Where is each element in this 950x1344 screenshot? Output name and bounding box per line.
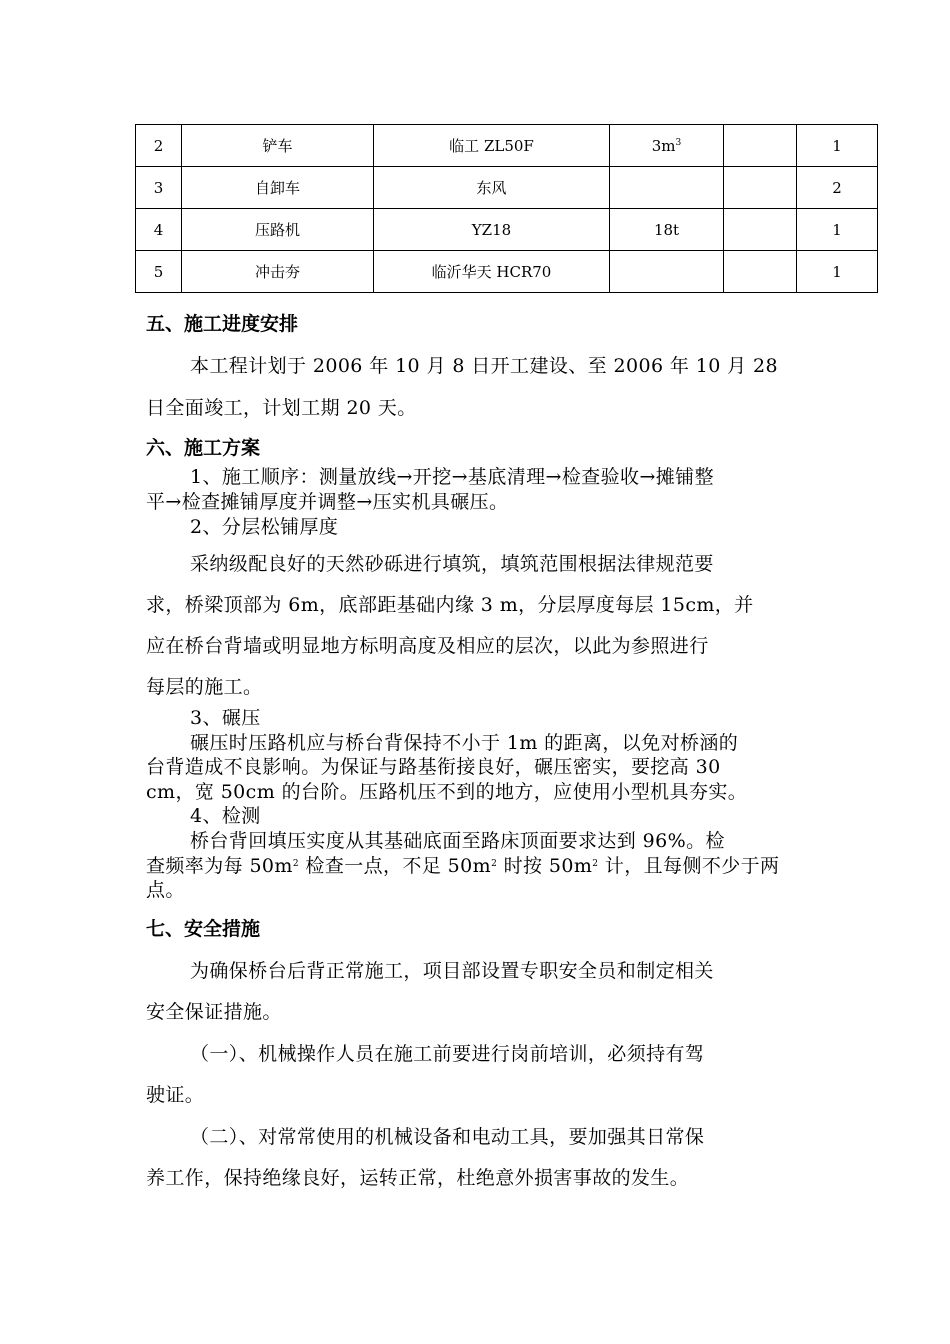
layer-thickness-line: 采纳级配良好的天然砂砾进行填筑，填筑范围根据法律规范要 [190, 553, 714, 575]
section-6-heading: 六、施工方案 [146, 437, 261, 459]
cell-no: 3 [136, 167, 182, 209]
spec-text: 3m [651, 136, 676, 155]
safety-intro-line: 安全保证措施。 [146, 1001, 282, 1023]
construction-order-line: 平→检查摊铺厚度并调整→压实机具碾压。 [146, 491, 509, 513]
inspection-title: 4、检测 [190, 805, 261, 827]
cell-no: 2 [136, 125, 182, 167]
cell-no: 5 [136, 251, 182, 293]
cell-name: 压路机 [182, 209, 374, 251]
cell-spec: 18t [610, 209, 724, 251]
table-row [136, 251, 878, 293]
equipment-table [135, 124, 878, 293]
section-5-line: 本工程计划于 2006 年 10 月 8 日开工建设、至 2006 年 10 月 28 [190, 355, 778, 377]
inspection-text: 检查一点，不足 50m [298, 855, 492, 877]
layer-thickness-line: 每层的施工。 [146, 676, 263, 698]
cell-extra [724, 251, 797, 293]
cell-extra [724, 209, 797, 251]
construction-order-line: 1、施工顺序：测量放线→开挖→基底清理→检查验收→摊铺整 [190, 466, 714, 488]
safety-measure-line: 养工作，保持绝缘良好，运转正常，杜绝意外损害事故的发生。 [146, 1167, 690, 1189]
compaction-line: 碾压时压路机应与桥台背保持不小于 1m 的距离，以免对桥涵的 [190, 732, 739, 754]
compaction-line: 台背造成不良影响。为保证与路基衔接良好，碾压密实，要挖高 30 [146, 756, 721, 778]
cell-name: 冲击夯 [182, 251, 374, 293]
cell-model: YZ18 [374, 209, 610, 251]
cell-qty: 1 [797, 251, 878, 293]
area-superscript: 2 [592, 859, 599, 869]
cell-qty: 1 [797, 209, 878, 251]
safety-measure-line: 驶证。 [146, 1084, 205, 1106]
layer-thickness-line: 应在桥台背墙或明显地方标明高度及相应的层次，以此为参照进行 [146, 635, 709, 657]
layer-thickness-title: 2、分层松铺厚度 [190, 516, 339, 538]
area-superscript: 2 [292, 859, 299, 869]
cell-model: 临沂华天 HCR70 [374, 251, 610, 293]
safety-measure-line: （一）、机械操作人员在施工前要进行岗前培训，必须持有驾 [190, 1043, 705, 1065]
table-row [136, 209, 878, 251]
cell-spec [610, 167, 724, 209]
cell-model: 临工 ZL50F [374, 125, 610, 167]
table-row [136, 125, 878, 167]
cell-spec [610, 251, 724, 293]
area-superscript: 2 [491, 859, 498, 869]
section-7-heading: 七、安全措施 [146, 918, 261, 940]
compaction-line: cm，宽 50cm 的台阶。压路机压不到的地方，应使用小型机具夯实。 [146, 781, 748, 803]
cell-name: 自卸车 [182, 167, 374, 209]
cell-extra [724, 167, 797, 209]
cell-qty: 2 [797, 167, 878, 209]
inspection-text: 计，且每侧不少于两 [598, 855, 780, 877]
cell-spec [610, 125, 724, 167]
inspection-text: 时按 50m [497, 855, 593, 877]
layer-thickness-line: 求，桥梁顶部为 6m，底部距基础内缘 3 m，分层厚度每层 15cm，并 [146, 594, 754, 616]
inspection-text: 查频率为每 50m [146, 855, 293, 877]
cell-model: 东风 [374, 167, 610, 209]
inspection-line: 点。 [146, 879, 185, 901]
table-row [136, 167, 878, 209]
spec-superscript: 3 [675, 137, 682, 148]
safety-intro-line: 为确保桥台后背正常施工，项目部设置专职安全员和制定相关 [190, 960, 714, 982]
safety-measure-line: （二）、对常常使用的机械设备和电动工具，要加强其日常保 [190, 1126, 705, 1148]
section-5-heading: 五、施工进度安排 [146, 313, 299, 335]
compaction-title: 3、碾压 [190, 707, 261, 729]
inspection-line [146, 851, 779, 878]
cell-no: 4 [136, 209, 182, 251]
section-5-line: 日全面竣工，计划工期 20 天。 [146, 397, 417, 419]
cell-qty: 1 [797, 125, 878, 167]
inspection-line: 桥台背回填压实度从其基础底面至路床顶面要求达到 96%。检 [190, 830, 725, 852]
cell-extra [724, 125, 797, 167]
cell-name: 铲车 [182, 125, 374, 167]
